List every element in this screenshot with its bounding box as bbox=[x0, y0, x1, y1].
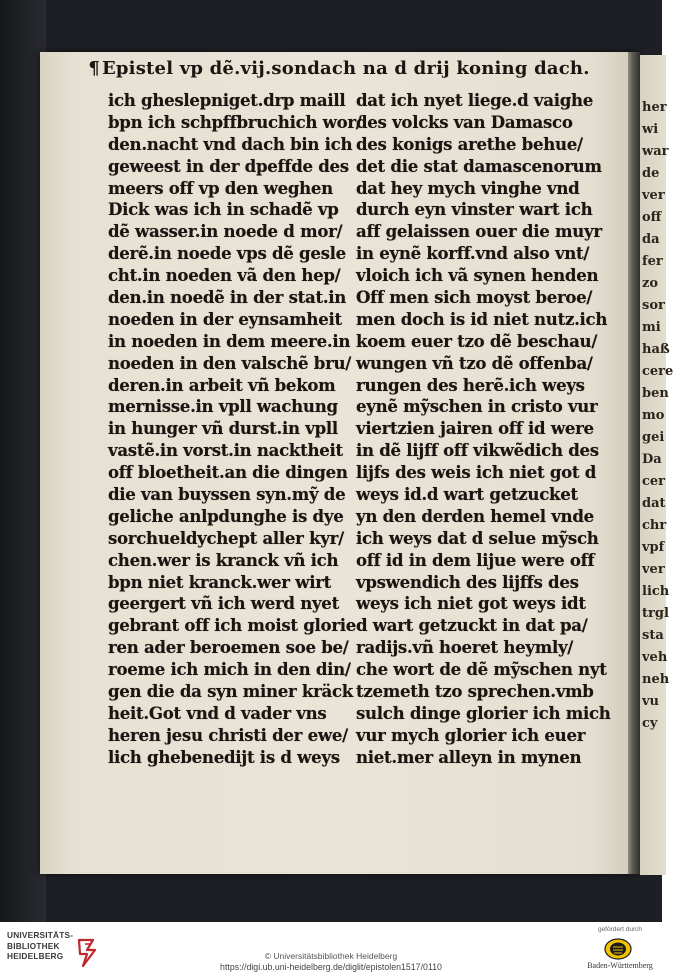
next-page-fragment: vu bbox=[642, 694, 660, 709]
text-line: tzemeth tzo sprechen.vmb bbox=[356, 681, 594, 702]
text-line: noeden in der eynsamheit bbox=[108, 308, 342, 329]
text-column-right bbox=[356, 90, 611, 769]
text-line: des konigs arethe behue/ bbox=[356, 133, 583, 154]
next-page-fragment: ver bbox=[642, 188, 665, 203]
text-line: die van buyssen syn.mỹ de bbox=[108, 484, 346, 505]
text-line: mernisse.in vpll wachung bbox=[108, 396, 338, 417]
text-line: lich ghebenedijt is d weys bbox=[108, 746, 340, 767]
text-line: sulch dinge glorier ich mich bbox=[356, 702, 611, 723]
next-page-fragment: Da bbox=[642, 452, 662, 467]
text-line: lijfs des weis ich niet got d bbox=[356, 462, 597, 483]
next-page-fragments bbox=[640, 97, 673, 735]
library-logo-line: HEIDELBERG bbox=[7, 951, 64, 961]
text-line: che wort de dẽ mỹschen nyt bbox=[356, 659, 607, 680]
next-page-fragment: cere bbox=[642, 364, 673, 379]
next-page-fragment: sta bbox=[642, 628, 664, 643]
next-page-fragment: mo bbox=[642, 408, 665, 423]
text-line: radijs.vñ hoeret heymly/ bbox=[356, 637, 574, 658]
text-line: dat hey mych vinghe vnd bbox=[356, 177, 580, 198]
next-page-fragment: de bbox=[642, 166, 660, 181]
text-line: Dick was ich in schadẽ vp bbox=[108, 199, 339, 220]
text-line: ich weys dat d selue mỹsch bbox=[356, 527, 599, 548]
text-line: heit.Got vnd d vader vns bbox=[108, 702, 327, 723]
library-logo-line: BIBLIOTHEK bbox=[7, 940, 60, 951]
text-line: gen die da syn miner kräck bbox=[108, 681, 353, 702]
page-header bbox=[40, 58, 638, 79]
text-line: cht.in noeden vã den hep/ bbox=[108, 265, 341, 286]
next-page-fragment: neh bbox=[642, 672, 670, 687]
text-line: den.nacht vnd dach bin ich bbox=[108, 133, 353, 154]
next-page-fragment: haß bbox=[642, 342, 670, 357]
text-line: deren.in arbeit vñ bekom bbox=[108, 374, 336, 395]
page-header-text: Epistel vp dẽ.vij.sondach na d drij koning dach. bbox=[101, 58, 590, 79]
text-line: chen.wer is kranck vñ ich bbox=[108, 549, 339, 570]
text-line: niet.mer alleyn in mynen bbox=[356, 746, 582, 767]
text-line: vpswendich des lijffs des bbox=[356, 571, 579, 592]
text-line: in noeden in dem meere.in bbox=[108, 330, 351, 351]
text-line: den.in noedẽ in der stat.in bbox=[108, 287, 347, 308]
next-page-edge bbox=[640, 55, 673, 875]
text-line: vastẽ.in vorst.in nacktheit bbox=[108, 440, 343, 461]
text-line: in eynẽ korff.vnd also vnt/ bbox=[356, 243, 590, 264]
next-page-fragment: mi bbox=[642, 320, 661, 335]
next-page-fragment: sor bbox=[642, 298, 665, 313]
next-page-fragment: wi bbox=[642, 122, 659, 137]
funder-label: gefördert durch bbox=[597, 926, 643, 933]
funder-name: Baden-Württemberg bbox=[587, 961, 653, 970]
text-line: in dẽ lijff off vikwẽdich des bbox=[356, 440, 599, 461]
text-line: sorchueldychept aller kyr/ bbox=[108, 527, 344, 548]
text-line: det die stat damascenorum bbox=[356, 155, 602, 176]
library-logo-line: UNIVERSITÄTS- bbox=[7, 930, 74, 940]
book-gutter bbox=[628, 52, 640, 874]
next-page-fragment: lich bbox=[642, 584, 670, 599]
next-page-fragment: zo bbox=[642, 276, 659, 291]
text-line: koem euer tzo dẽ beschau/ bbox=[356, 330, 598, 351]
text-line: d wart getzuckt in dat pa/ bbox=[356, 615, 588, 636]
copyright-text: © Universitätsbibliothek Heidelberg bbox=[264, 951, 398, 961]
text-line: geliche anlpdunghe is dye bbox=[108, 505, 344, 526]
text-line: wungen vñ tzo dẽ offenba/ bbox=[356, 352, 593, 373]
text-line: weys ich niet got weys idt bbox=[356, 593, 586, 614]
next-page-fragment: ver bbox=[642, 562, 665, 577]
text-line: geergert vñ ich werd nyet bbox=[108, 593, 339, 614]
text-line: weys id.d wart getzucket bbox=[356, 484, 578, 505]
text-line: dẽ wasser.in noede d mor/ bbox=[108, 221, 343, 242]
text-line: eynẽ mỹschen in cristo vur bbox=[356, 396, 598, 417]
next-page-fragment: cer bbox=[642, 474, 666, 489]
text-line: yn den derden hemel vnde bbox=[356, 505, 594, 526]
next-page-fragment: war bbox=[642, 144, 669, 159]
pilcrow-icon: ¶ bbox=[88, 58, 100, 79]
next-page-fragment: fer bbox=[642, 254, 663, 269]
text-line: des volcks van Damasco bbox=[356, 111, 573, 132]
text-line: off bloetheit.an die dingen bbox=[108, 462, 348, 483]
state-coat-of-arms-icon bbox=[603, 938, 633, 960]
text-line: dat ich nyet liege.d vaighe bbox=[356, 90, 594, 110]
text-line: off id in dem lijue were off bbox=[356, 549, 595, 570]
text-line: rungen des herẽ.ich weys bbox=[356, 374, 585, 395]
text-line: derẽ.in noede vps dẽ gesle bbox=[108, 243, 346, 264]
next-page-fragment: da bbox=[642, 232, 660, 247]
text-line: durch eyn vinster wart ich bbox=[356, 199, 593, 220]
next-page-fragment: trgl bbox=[642, 606, 669, 621]
text-line: bpn niet kranck.wer wirt bbox=[108, 571, 332, 592]
text-line: heren jesu christi der ewe/ bbox=[108, 724, 348, 745]
text-line: meers off vp den weghen bbox=[108, 177, 333, 198]
text-line: ich gheslepniget.drp maill bbox=[108, 90, 346, 110]
next-page-fragment: her bbox=[642, 100, 667, 115]
text-line: geweest in der dpeffde des bbox=[108, 155, 349, 176]
next-page-fragment: gei bbox=[642, 430, 665, 445]
text-line: roeme ich mich in den din/ bbox=[108, 659, 351, 680]
text-line: bpn ich schpffbruchich wor/ bbox=[108, 111, 362, 132]
page-scan bbox=[40, 52, 638, 874]
next-page-fragment: vpf bbox=[642, 540, 665, 555]
text-line: vloich ich vã synen henden bbox=[356, 265, 599, 286]
funder-block bbox=[580, 926, 660, 970]
next-page-fragment: cy bbox=[642, 716, 658, 731]
text-line: in hunger vñ durst.in vpll bbox=[108, 418, 338, 439]
text-line: ren ader beroemen soe be/ bbox=[108, 637, 349, 658]
text-line: men doch is id niet nutz.ich bbox=[356, 308, 608, 329]
next-page-fragment: veh bbox=[642, 650, 668, 665]
footer-bar bbox=[0, 922, 662, 971]
text-line: aff gelaissen ouer die muyr bbox=[356, 221, 602, 242]
text-line: gebrant off ich moist glorie bbox=[108, 615, 357, 636]
text-column-left bbox=[108, 90, 362, 769]
text-line: Off men sich moyst beroe/ bbox=[356, 287, 593, 308]
text-line: viertzien jairen off id were bbox=[356, 418, 594, 439]
next-page-fragment: off bbox=[642, 210, 662, 225]
next-page-fragment: chr bbox=[642, 518, 667, 533]
text-line: noeden in den valschẽ bru/ bbox=[108, 352, 352, 373]
permalink-url[interactable]: https://digi.ub.uni-heidelberg.de/diglit/epistolen1517/0110 bbox=[220, 962, 442, 972]
next-page-fragment: ben bbox=[642, 386, 669, 401]
next-page-fragment: dat bbox=[642, 496, 666, 511]
text-line: vur mych glorier ich euer bbox=[356, 724, 586, 745]
